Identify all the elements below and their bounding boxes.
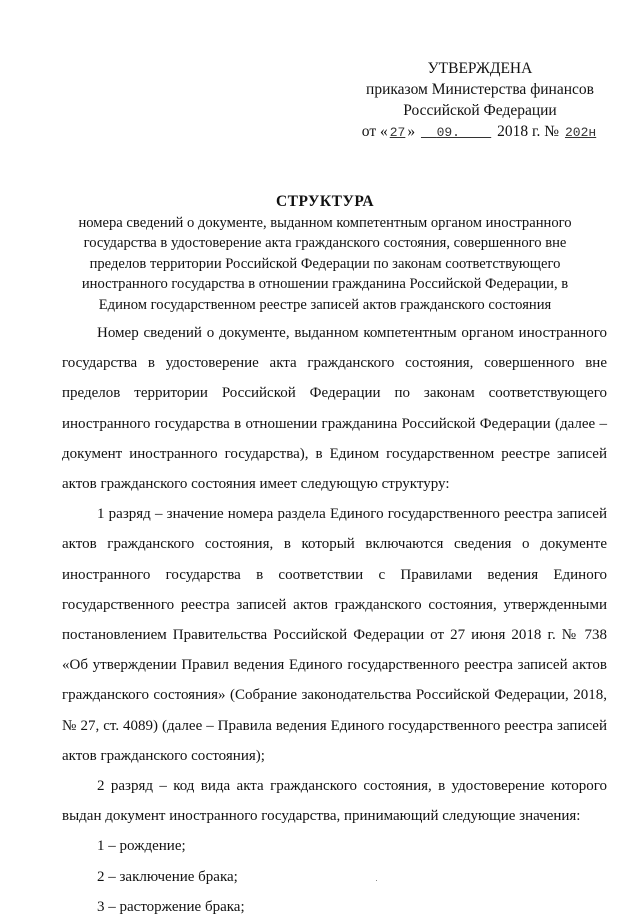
title-line: пределов территории Российской Федерации по законам соответствующего [89, 255, 561, 272]
date-day: 27 [389, 125, 406, 140]
title-heading: СТРУКТУРА [275, 193, 375, 210]
paragraph-digit-1: 1 разряд – значение номера раздела Единого государственного реестра записей актов гражданского состояния, в который включаются сведения о документе иностранного государства в соответствии с Правилами ведения Единого государственного реестра записей актов гражданского состояния, утвержденными постановлением Правительства Российской Федерации от 27 июня 2018 г. № 738 «Об утверждении Правил ведения Единого государственного реестра записей актов гражданского состояния» (Собрание законодательства Российской Федерации, 2018, № 27, ст. 4089) (далее – Правила ведения Единого государственного реестра записей актов гражданского состояния); [62, 506, 607, 764]
title-line: иностранного государства в отношении гражданина Российской Федерации, в [81, 276, 569, 292]
approval-date-line [330, 121, 630, 143]
date-prefix: от « [361, 123, 388, 140]
date-year: 2018 г. № [497, 123, 560, 140]
date-day-close: » [407, 123, 416, 140]
order-number: 202н [564, 125, 597, 140]
list-item: 3 – расторжение брака; [97, 898, 245, 915]
list-item: 1 – рождение; [97, 838, 186, 855]
approval-line-2: Российской Федерации [403, 102, 557, 119]
approval-line-1: приказом Министерства финансов [366, 81, 594, 98]
date-month: 09. [436, 125, 460, 140]
title-line: Едином государственном реестре записей актов гражданского состояния [98, 296, 552, 313]
paragraph-digit-2: 2 разряд – код вида акта гражданского состояния, в удостоверение которого выдан документ иностранного государства, принимающий следующие значения: [62, 778, 607, 825]
scan-speck [376, 880, 377, 881]
document-title [40, 192, 610, 315]
title-line: государства в удостоверение акта гражданского состояния, совершенного вне [83, 235, 567, 251]
list-item: 2 – заключение брака; [97, 868, 238, 885]
approval-stamp [330, 58, 630, 143]
paragraph-intro: Номер сведений о документе, выданном компетентным органом иностранного государства в удостоверение акта гражданского состояния, совершенного вне пределов территории Российской Федерации по законам соответствующего иностранного государства в отношении гражданина Российской Федерации (далее – документ иностранного государства), в Едином государственном реестре записей актов гражданского состояния имеет следующую структуру: [62, 325, 607, 493]
title-line: номера сведений о документе, выданном компетентным органом иностранного [78, 214, 572, 231]
document-body [62, 318, 607, 922]
approval-status: УТВЕРЖДЕНА [427, 60, 533, 77]
